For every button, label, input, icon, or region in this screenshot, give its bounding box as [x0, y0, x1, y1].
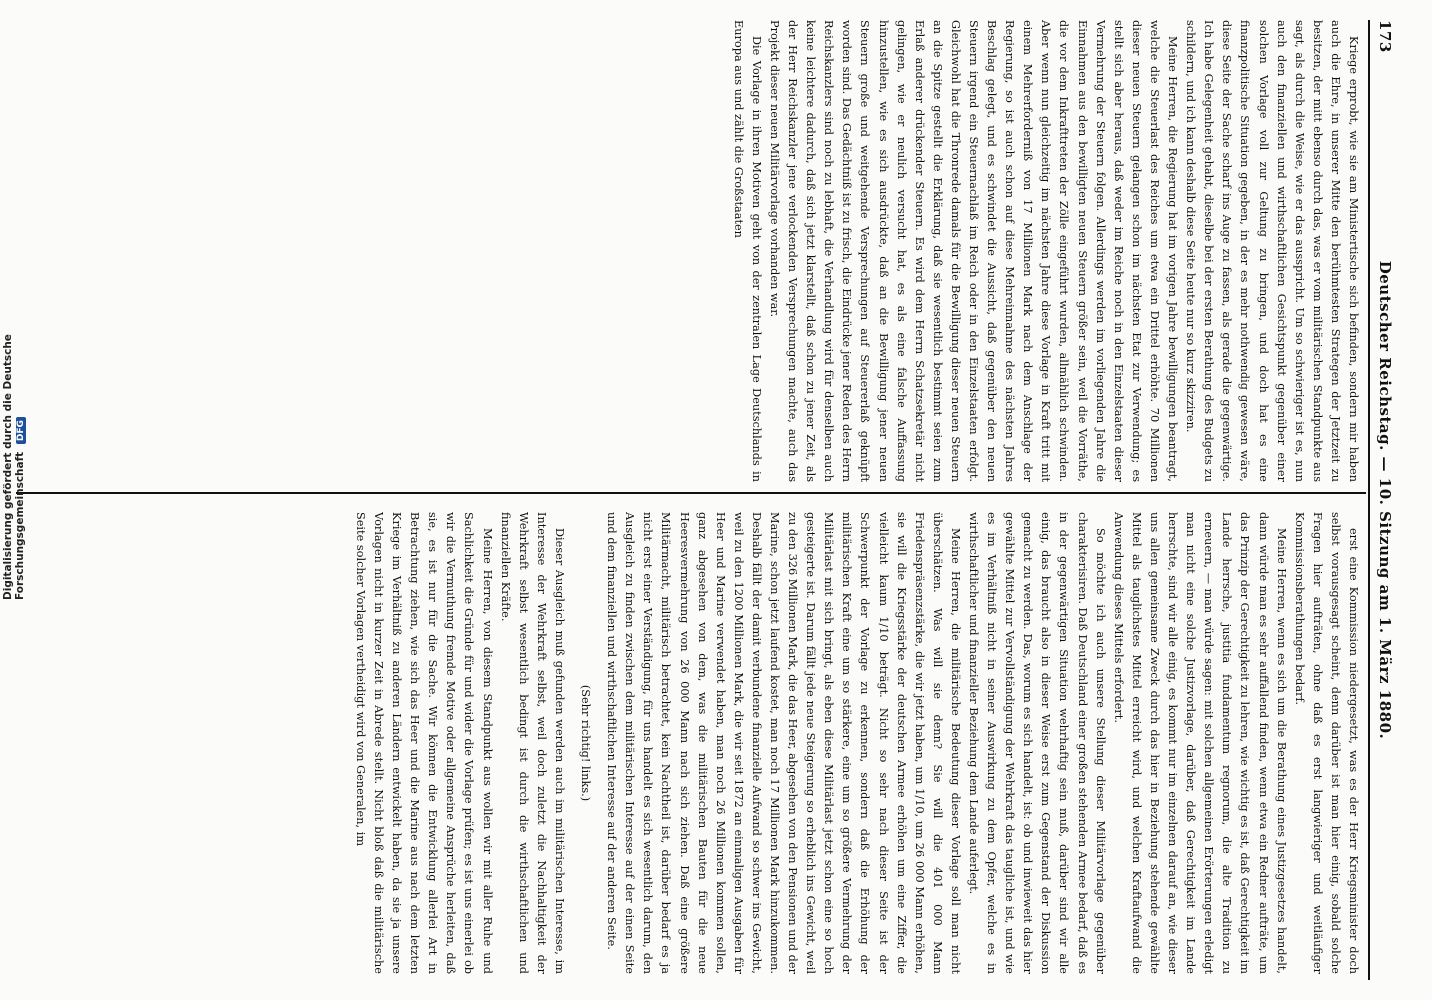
paragraph: Die Vorlage in ihren Motiven geht von der zentralen Lage Deutschlands in Europa aus und zählt die Großstaaten	[731, 20, 763, 482]
credit-text: Digitalisierung gefördert durch die Deutsche Forschungsgemeinschaft	[2, 334, 26, 600]
interjection: (Sehr richtig! links.)	[579, 684, 593, 802]
dfg-logo: DFG	[16, 417, 26, 444]
paragraph: So möchte ich auch unsere Stellung dieser Militärvorlage gegenüber charakterisiren. Daß Deutschland einer großen stehenden Armee bedarf, daß es in der gegenwärtigen Situation wehrhaftig sein muß, darüber sind wir alle einig, das braucht also in dieser Weise erst zum Gegenstand der Diskussion gemacht zu werden. Das, worum es sich handelt, ist: ob und inwieweit das hier gewählte Mittel zur Vervollständigung der Wehrkraft das taugliche ist, und wie es im Verhältniß nicht in seiner Auswirkung zu dem Opfer, welche es in wirthschaftlicher und finanzieller Beziehung dem Lande auferlegt.	[967, 512, 1107, 974]
column-divider	[16, 492, 1366, 494]
paragraph: Dieser Ausgleich muß gefunden werden auch im militärischen Interesse, im Interesse der Wehrkraft selbst, weil doch zuletzt die Nachhaltigkeit der Wehrkraft selbst wesentlich bedingt ist durch die wirthschaftlichen und finanziellen Kräfte.	[498, 512, 566, 974]
paragraph: Kriege erprobt, wie sie am Ministertische sich befinden, sondern mir haben auch die Ehre, in unserer Mitte den berühmtesten Strategen der Jetztzeit zu besitzen, der mitt ebenso durch das, was er vom militärischen Standpunkte aus sagt, als durch die Weise, wie er das ausspricht. Um so schwieriger ist es, nun auch den finanziellen und wirthschaftlichen Gesichtspunkt gegenüber einer solchen Vorlage voll zur Geltung zu bringen, und doch hat es eine finanzpolitische Situation gegeben, in der es mehr nothwendig gewesen wäre, diese Seite der Sache scharf ins Auge zu fassen, als gerade die gegenwärtige. Ich habe Gelegenheit gehabt, dieselbe bei der ersten Berathung des Budgets zu schildern, und ich kann deshalb diese Seite heute nur so kurz skizziren.	[1184, 20, 1360, 482]
digitization-credit	[2, 200, 26, 600]
running-title: Deutscher Reichstag. — 10. Sitzung am 1. März 1880.	[1376, 260, 1394, 740]
paragraph: Meine Herren, die militärische Bedeutung dieser Vorlage soll man nicht überschätzen. Was will sie denn? Sie will die 401 000 Mann Friedenspräsenzstärke, die wir jetzt haben, um 1/10, um 26 000 Mann erhöhen, sie will die Kriegsstärke der deutschen Armee erhöhen um eine Ziffer, die vielleicht kaum 1/10 beträgt. Nicht so sehr nach dieser Seite ist der Schwerpunkt der Vorlage zu erkennen, sondern daß die Erhöhung der militärischen Kraft eine um so stärkere, eine um so größere Vermehrung der Militärlast mit sich bringt, als eben diese Militärlast jetzt schon eine so hoch gesteigerte ist. Darum fällt jede neue Steigerung so erheblich ins Gewicht, weil zu den 326 Millionen Mark, die das Heer, abgesehen von den Pensionen und der Marine, schon jetzt laufend kostet, man noch 17 Millionen Mark hinzukommen. Deshalb fällt der damit verbundene finanzielle Aufwand so schwer ins Gewicht, weil zu den 1200 Millionen Mark, die wir seit 1872 an einmaligen Ausgaben für Heer und Marine verwendet haben, man noch 26 Millionen kommen sollen, ganz abgesehen von dem, was die militärischen Bauten für die neue Heeresvermehrung von 26 000 Mann nach sich ziehen. Daß eine größere Militärmacht, militärisch betrachtet, kein Nachtheil ist, darüber bedarf es ja nicht erst einer Verständigung, für uns handelt es sich wesentlich darum, den Ausgleich zu finden zwischen dem militärischen Interesse auf der einen Seite und dem finanziellen und wirthschaftlichen Interesse auf der anderen Seite.	[605, 512, 962, 974]
header-rule	[1368, 20, 1370, 980]
paragraph: erst eine Kommission niedergesetzt, was es der Herr Kriegsminister doch selbst vorausgesagt scheint, denn darüber ist man hier einig, sobald solche Fragen hier aufträten, ohne daß es erst langwieriger und weitläufiger Kommissionsberathungen bedarf.	[1292, 512, 1360, 974]
paragraph: Meine Herren, die Regierung hat im vorigen Jahre bewilligungen beantragt, welche die Steuerlast des Reiches um etwa ein Drittel erhöhte. 70 Millionen dieser neuen Steuern gelangen schon im nächsten Etat zur Verwendung; es stellt sich aber heraus, daß weder im Reiche noch in den Einzelstaaten dieser Vermehrung der Steuern folgen. Allerdings werden im vorliegenden Jahre die Einnahmen aus den bewilligten neuen Steuern größer sein, weil die Vorräthe, die vor dem Inkrafttreten der Zölle eingeführt wurden, allmählich schwinden. Aber wenn nun gleichzeitig im nächsten Jahre diese Vorlage in Kraft tritt mit einem Mehrerforderniß von 17 Millionen Mark nach dem Anschlage der Regierung, so ist auch schon auf diese Mehreinnahme des nächsten Jahres Beschlag gelegt, und es schwindet die Aussicht, daß gegenüber den neuen Steuern irgend ein Steuernachlaß im Reich oder in den Einzelstaaten erfolgt. Gleichwohl hat die Thronrede damals für die Bewilligung dieser neuen Steuern an die Spitze gestellt die Erklärung, daß sie wesentlich bestimmt seien zum Erlaß anderer drückender Steuern. Es wird dem Herrn Schatzsekretär nicht gelingen, wie er neulich versucht hat, es als eine falsche Auffassung hinzustellen, wie es sich ausdrückte, daß an die Bewilligung jener neuen Steuern große und weitgehende Versprechungen auf Steuererlaß geknüpft worden sind. Das Gedächtniß ist zu frisch, die Eindrücke jener Reden des Herrn Reichskanzlers sind noch zu lebhaft, die Verhandlung wird für denselben auch keine leichtere dadurch, daß sich jetzt klarstellt, daß schon zu jener Zeit, als der Herr Reichskanzler jene verlockenden Versprechungen machte, auch das Projekt dieser neuen Militärvorlage vorhanden war.	[768, 20, 1180, 482]
paragraph: Meine Herren, von diesem Standpunkt aus wollen wir mit aller Ruhe und Sachlichkeit die Gründe für und wider die Vorlage prüfen; es ist uns einerlei ob wir die Vermuthung fremde Motive oder allgemeine Ansprüche herleiten, daß sie, es ist nur für die Sache. Wir können die Entwicklung allerlei Art in Betrachtung ziehen, wie sich das Heer und die Marine aus nach dem letzten Kriege im Verhältniß zu anderen Ländern entwickelt haben, da sie ja unsere Vorlagen nicht in kurzer Zeit in Abrede stellt. Nicht bloß daß die militärische Seite solcher Vorlagen vertheidigt wird von Generalen, im	[353, 512, 494, 974]
paragraph: Meine Herren, wenn es sich um die Berathung eines Justizgesetzes handelt, dann würde man es sehr auffallend finden, wenn etwa ein Redner aufträte, um das Prinzip der Gerechtigkeit zu lehren, wie wichtig es ist, daß Gerechtigkeit im Lande herrsche, justitia fundamentum regnorum, die alte Tradition zu erneuern, — man würde sagen: mit solchen allgemeinen Erörterungen erledigt man nicht eine solche Justizvorlage, darüber, daß Gerechtigkeit im Lande herrschte, sind wir alle einig, es kommt nur im einzelnen darauf an, wie dieser uns allen gemeinsame Zweck durch das hier in Beziehung stehende gewählte Mittel als tauglichstes Mittel erreicht wird, und welchen Kraftaufwand die Anwendung dieses Mittels erfordert.	[1111, 512, 1288, 974]
page-header	[1372, 20, 1394, 980]
left-column	[22, 20, 1362, 482]
right-column	[22, 512, 1362, 974]
page-number: 173	[1376, 20, 1394, 53]
